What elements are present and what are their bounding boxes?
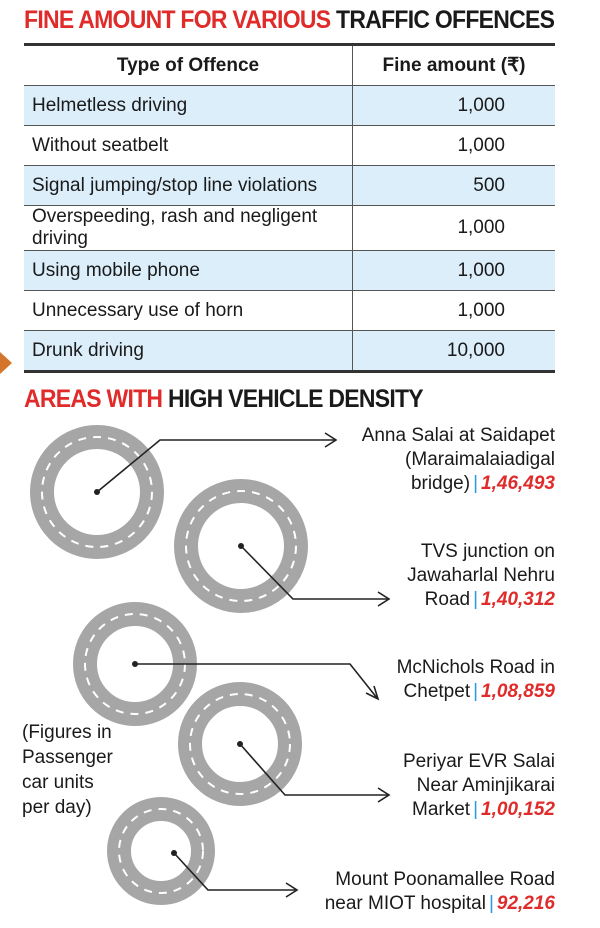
offence-cell: Signal jumping/stop line violations — [24, 166, 353, 206]
separator-bar: | — [473, 473, 479, 494]
areas-title-black: HIGH VEHICLE DENSITY — [167, 385, 423, 413]
separator-bar: | — [473, 589, 479, 610]
offence-cell: Unnecessary use of horn — [24, 291, 353, 331]
area-label-2 — [407, 540, 555, 612]
separator-bar: | — [473, 799, 479, 820]
area-name-line: Anna Salai at Saidapet — [361, 425, 555, 446]
area-label-4 — [403, 750, 555, 822]
note-line: per day) — [22, 797, 92, 818]
offence-cell: Drunk driving — [24, 331, 353, 372]
roundabout-2 — [186, 491, 389, 606]
offence-cell: Helmetless driving — [24, 86, 353, 126]
area-value-line — [397, 680, 555, 704]
area-value-line — [362, 472, 555, 496]
roundabout-4 — [190, 694, 389, 802]
separator-bar: | — [488, 893, 494, 914]
fine-cell: 1,000 — [353, 126, 556, 166]
pcu-value: 1,46,493 — [481, 473, 555, 494]
offence-column-header: Type of Offence — [24, 46, 353, 86]
areas-title-red: AREAS WITH — [24, 385, 163, 413]
area-name-line: (Maraimalaiadigal — [405, 449, 555, 470]
fines-title-red: FINE AMOUNT FOR VARIOUS — [24, 6, 331, 34]
pcu-value: 1,00,152 — [481, 799, 555, 820]
fine-cell: 500 — [353, 166, 556, 206]
separator-bar: | — [473, 681, 479, 702]
offence-cell: Using mobile phone — [24, 251, 353, 291]
pcu-value: 92,216 — [496, 893, 555, 914]
fine-cell: 1,000 — [353, 86, 556, 126]
area-name-line: bridge) — [410, 473, 471, 494]
fines-title-black: TRAFFIC OFFENCES — [336, 6, 555, 34]
area-label-1 — [362, 424, 555, 496]
area-name-line: Road — [424, 589, 471, 610]
pcu-value: 1,40,312 — [481, 589, 555, 610]
area-value-line — [407, 588, 555, 612]
note-line: car units — [22, 772, 94, 793]
area-name-line: TVS junction on — [420, 541, 555, 562]
area-name-line: Mount Poonamallee Road — [335, 869, 555, 890]
note-line: (Figures in — [22, 722, 112, 743]
area-name-line: McNichols Road in — [396, 657, 555, 678]
area-name-line: Chetpet — [403, 681, 471, 702]
fine-cell: 1,000 — [353, 206, 556, 251]
offence-cell: Without seatbelt — [24, 126, 353, 166]
area-name-line: near MIOT hospital — [324, 893, 486, 914]
fine-cell: 1,000 — [353, 251, 556, 291]
area-name-line: Jawaharlal Nehru — [407, 565, 555, 586]
note-line: Passenger — [22, 747, 113, 768]
fine-cell: 1,000 — [353, 291, 556, 331]
area-label-3 — [397, 656, 555, 704]
area-name-line: Periyar EVR Salai — [402, 751, 555, 772]
area-value-line — [403, 798, 555, 822]
area-name-line: Market — [412, 799, 471, 820]
fine-column-header: Fine amount (₹) — [353, 46, 556, 86]
pcu-value: 1,08,859 — [481, 681, 555, 702]
fine-cell: 10,000 — [353, 331, 556, 372]
area-value-line — [325, 892, 555, 916]
area-name-line: Near Aminjikarai — [416, 775, 555, 796]
units-note — [22, 720, 142, 820]
roundabout-5 — [119, 809, 297, 897]
offence-cell: Overspeeding, rash and negligent driving — [24, 206, 353, 251]
area-label-5 — [325, 868, 555, 916]
